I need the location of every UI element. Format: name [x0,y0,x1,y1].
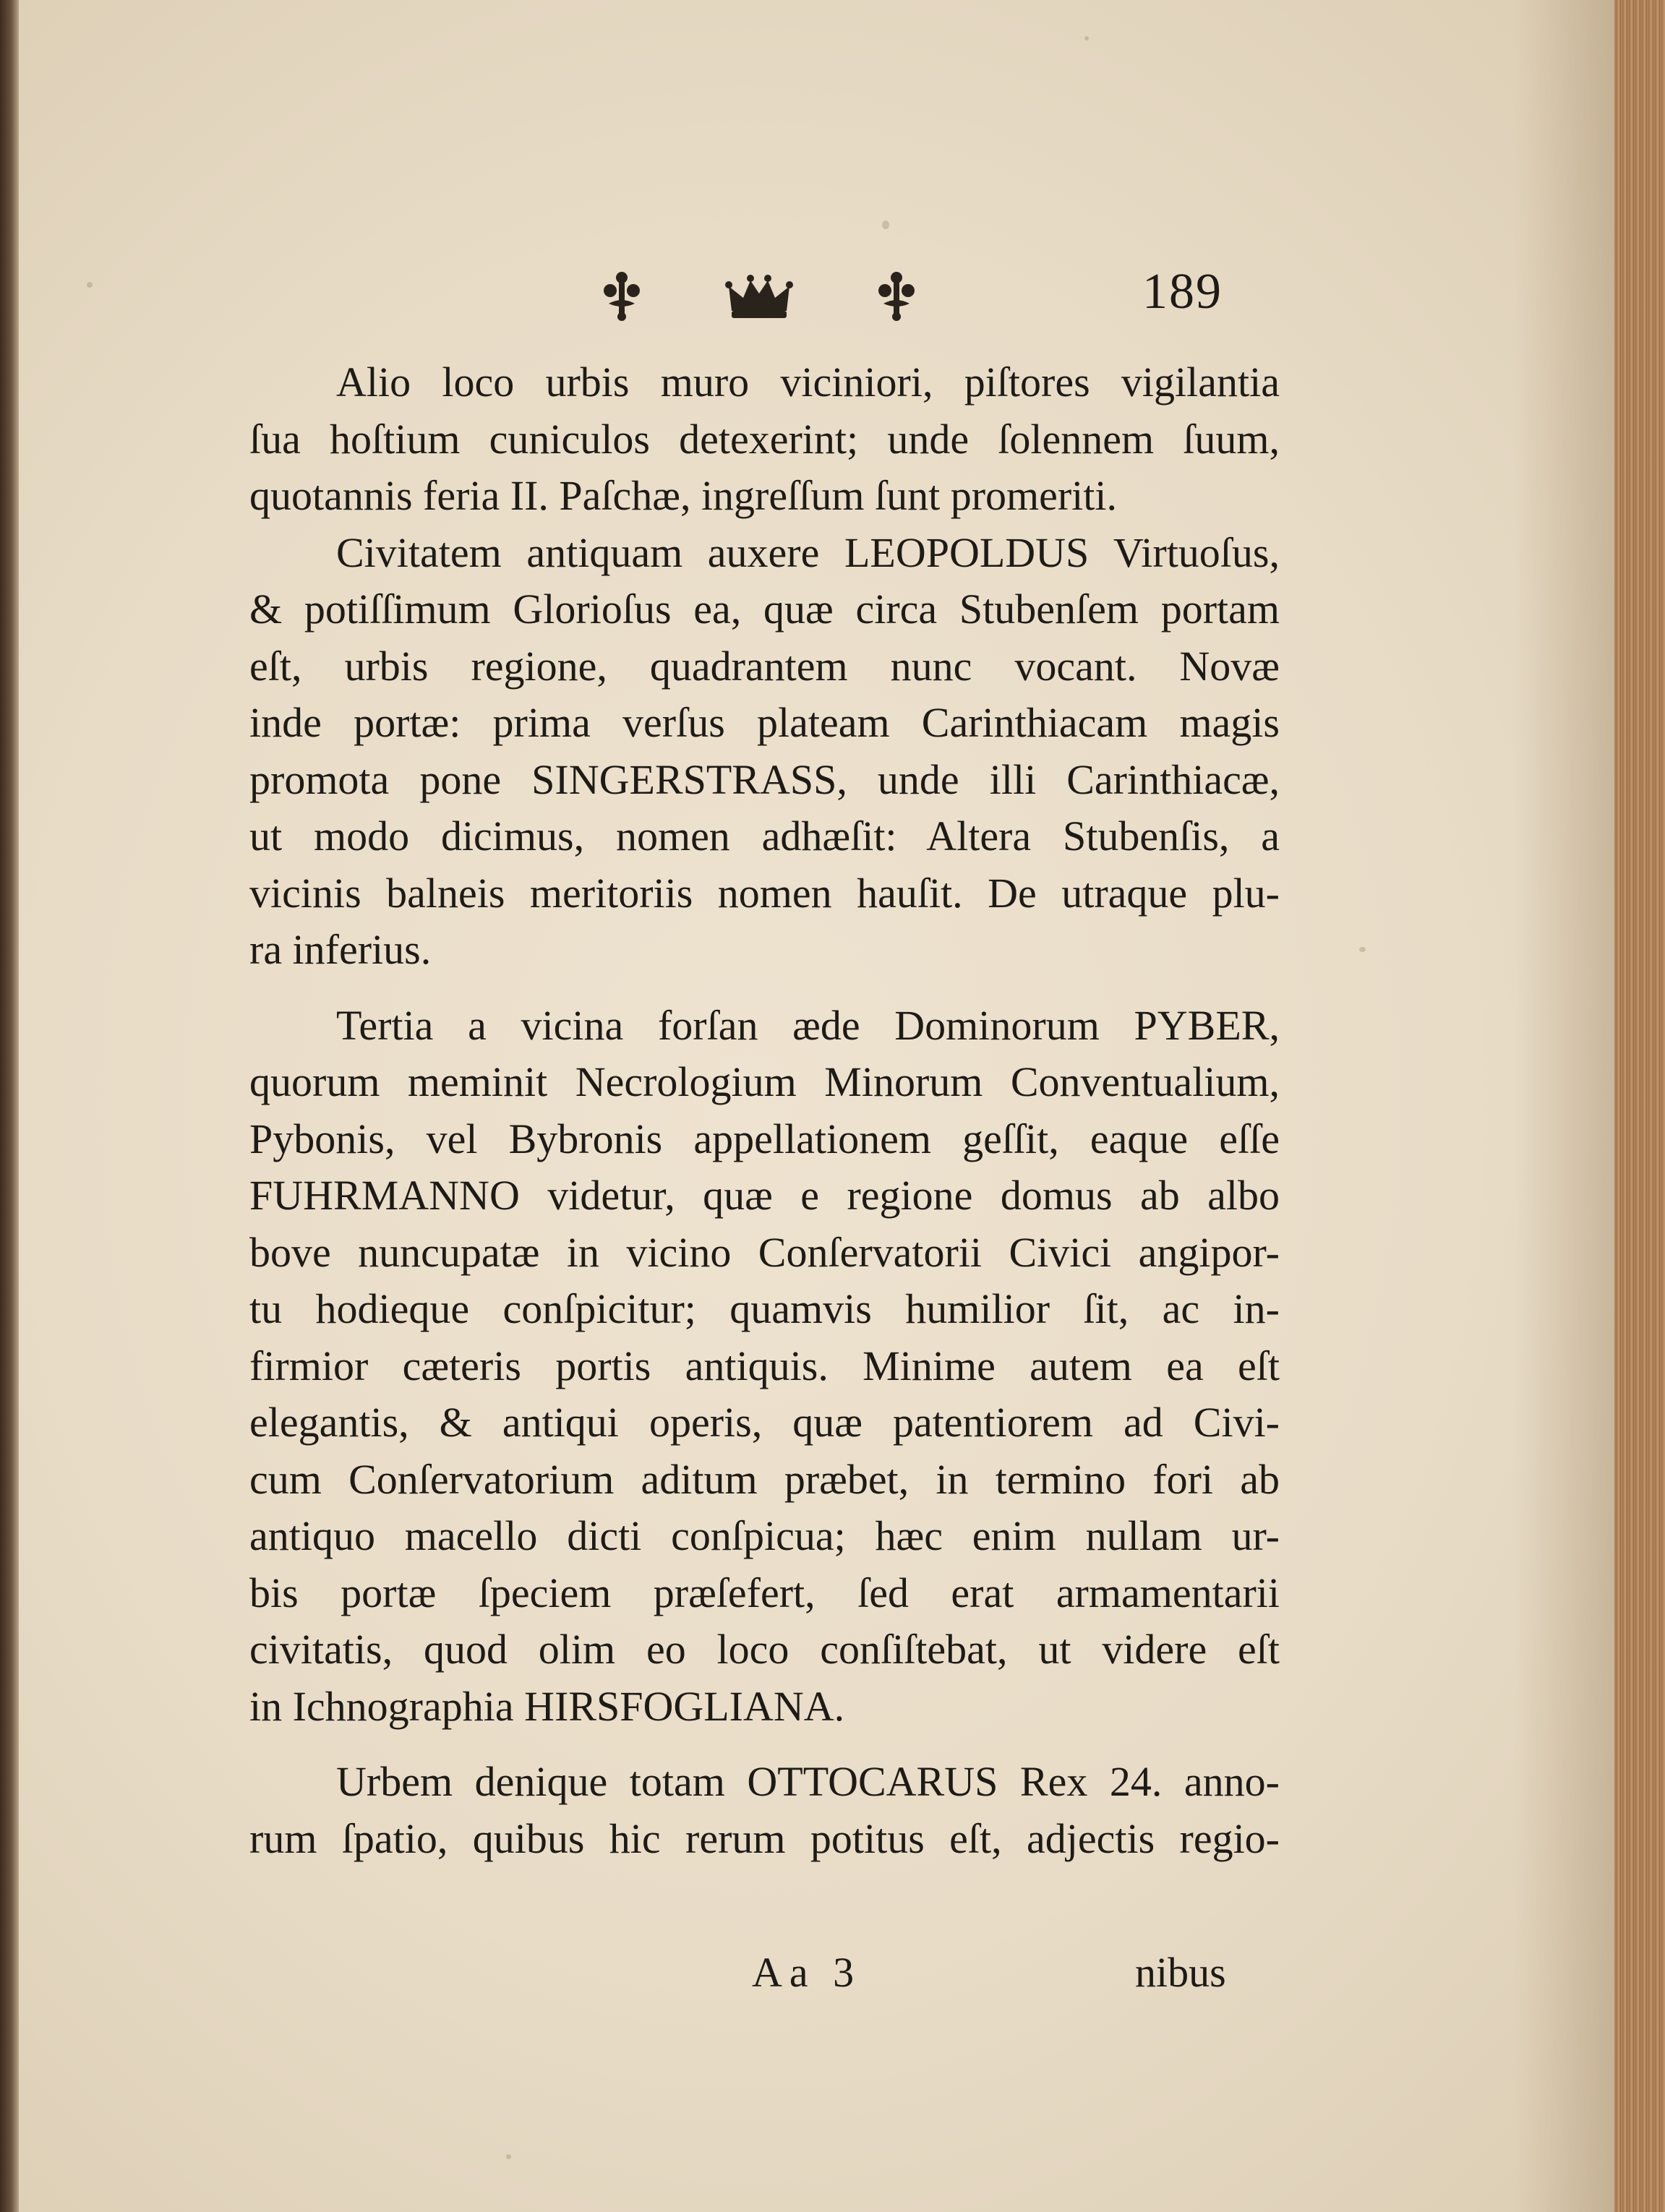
text-line: vicinis balneis meritoriis nomen hauſit. De utraque plu- [249,869,1280,917]
foxing-spot [87,282,93,288]
text-line: quorum meminit Necrologium Minorum Conventualium, [249,1058,1280,1105]
text-line: quotannis feria II. Paſchæ, ingreſſum ſunt promeriti. [249,472,1118,519]
paragraph-gap [249,979,1280,998]
text-line: Civitatem antiquam auxere LEOPOLDUS Virtuoſus, [336,528,1280,576]
foxing-spot [1359,947,1366,952]
fleur-icon [868,267,925,325]
text-line: cum Conſervatorium aditum præbet, in termino fori ab [249,1455,1280,1503]
text-line: tu hodieque conſpicitur; quamvis humilior ſit, ac in- [249,1285,1280,1332]
text-line: antiquo macello dicti conſpicua; hæc enim nullam ur- [249,1512,1280,1559]
page-edge-shadow [1513,0,1614,2212]
text-line: rum ſpatio, quibus hic rerum potitus eſt, adjectis regio- [249,1814,1280,1862]
paragraph [249,525,1280,979]
text-line: ut modo dicimus, nomen adhæſit: Altera Stubenſis, a [249,813,1280,859]
text-line: FUHRMANNO videtur, quæ e regione domus ab albo [249,1172,1280,1219]
running-header [593,264,1244,340]
text-line: civitatis, quod olim eo loco conſiſtebat, ut videre eſt [249,1626,1280,1673]
text-line: promota pone SINGERSTRASS, unde illi Carinthiacæ, [249,755,1280,803]
page-number: 189 [1142,264,1223,320]
text-line: elegantis, & antiqui operis, quæ patentiorem ad Civi- [249,1399,1280,1446]
text-line: Alio loco urbis muro viciniori, piſtores vigilantia [336,359,1280,406]
signature-mark: Aa 3 [752,1949,862,1996]
body-text [249,354,1280,1867]
text-line: in Ichnographia HIRSFOGLIANA. [249,1682,845,1730]
text-line: & potiſſimum Glorioſus ea, quæ circa Stubenſem portam [249,586,1280,633]
crown-icon [723,267,795,325]
catchword: nibus [1135,1949,1226,1996]
paragraph-gap [249,1735,1280,1754]
page-edges [1614,0,1665,2212]
text-line: Tertia a vicina forſan æde Dominorum PYBER, [336,1001,1280,1049]
text-line: bis portæ ſpeciem præſefert, ſed erat armamentarii [249,1569,1280,1616]
text-line: inde portæ: prima verſus plateam Carinthiacam magis [249,699,1280,746]
text-line: ſua hoſtium cuniculos detexerint; unde ſolennem ſuum, [249,415,1280,463]
paragraph [249,354,1280,525]
text-line: Urbem denique totam OTTOCARUS Rex 24. anno- [336,1758,1280,1805]
text-line: Pybonis, vel Bybronis appellationem geſſit, eaque eſſe [249,1115,1280,1162]
binding-gutter [0,0,19,2212]
fleur-icon [593,267,651,325]
paragraph [249,1754,1280,1867]
text-line: eſt, urbis regione, quadrantem nunc vocant. Novæ [249,642,1280,690]
foxing-spot [882,220,889,229]
foxing-spot [506,2154,511,2159]
foxing-spot [1084,36,1089,40]
paragraph [249,998,1280,1736]
text-line: ra inferius. [249,926,432,973]
text-line: firmior cæteris portis antiquis. Minime autem ea eſt [249,1342,1280,1389]
text-line: bove nuncupatæ in vicino Conſervatorii Civici angipor- [249,1228,1280,1276]
